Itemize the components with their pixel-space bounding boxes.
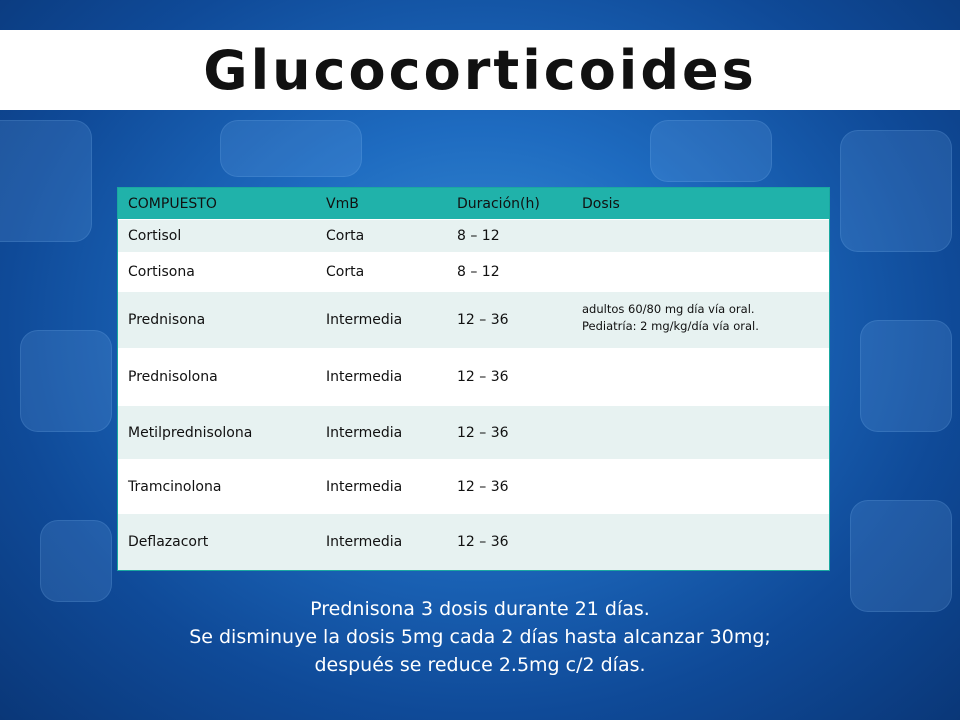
cell-vmb: Intermedia <box>326 534 403 550</box>
table-row <box>118 292 829 349</box>
background-square <box>220 120 362 177</box>
cell-compuesto: Tramcinolona <box>128 478 222 495</box>
cell-dosis <box>572 460 829 513</box>
background-square <box>40 520 112 602</box>
slide-title: Glucocorticoides <box>203 38 757 102</box>
background-square <box>0 120 92 242</box>
cell-duracion: 12 – 36 <box>457 534 509 550</box>
footer-line-2: Se disminuye la dosis 5mg cada 2 días hasta alcanzar 30mg; <box>189 626 771 648</box>
cell-duracion: 12 – 36 <box>457 312 509 328</box>
table-row <box>118 349 829 406</box>
header-compuesto: COMPUESTO <box>128 195 217 212</box>
footer-line-1: Prednisona 3 dosis durante 21 días. <box>310 598 650 620</box>
background-square <box>840 130 952 252</box>
table-row <box>118 253 829 292</box>
cell-vmb: Corta <box>326 264 365 280</box>
header-duracion: Duración(h) <box>457 195 540 212</box>
table-row <box>118 220 829 253</box>
dosis-adultos: adultos 60/80 mg día vía oral. <box>582 302 755 316</box>
cell-compuesto: Deflazacort <box>128 534 209 550</box>
cell-duracion: 8 – 12 <box>457 228 500 244</box>
cell-compuesto: Cortisona <box>128 264 195 280</box>
cell-compuesto: Prednisolona <box>128 369 218 385</box>
background-square <box>20 330 112 432</box>
background-square <box>860 320 952 432</box>
cell-dosis <box>572 514 829 570</box>
glucocorticoid-table <box>117 187 830 571</box>
table-row <box>118 514 829 570</box>
dosis-pediatria: Pediatría: 2 mg/kg/día vía oral. <box>582 319 759 333</box>
cell-compuesto: Cortisol <box>128 228 182 244</box>
cell-dosis <box>572 220 829 252</box>
cell-vmb: Corta <box>326 228 365 244</box>
cell-dosis <box>572 349 829 405</box>
cell-vmb: Intermedia <box>326 369 403 385</box>
table-row <box>118 460 829 514</box>
table-header-row <box>118 188 829 220</box>
cell-duracion: 12 – 36 <box>457 369 509 385</box>
cell-compuesto: Prednisona <box>128 312 206 328</box>
cell-vmb: Intermedia <box>326 478 403 495</box>
footer-line-3: después se reduce 2.5mg c/2 días. <box>314 654 646 676</box>
cell-dosis <box>572 406 829 459</box>
background-square <box>650 120 772 182</box>
cell-dosis <box>572 292 829 348</box>
cell-duracion: 12 – 36 <box>457 424 509 441</box>
cell-duracion: 8 – 12 <box>457 264 500 280</box>
cell-dosis <box>572 253 829 291</box>
title-bar <box>0 30 960 110</box>
cell-compuesto: Metilprednisolona <box>128 424 253 441</box>
header-vmb: VmB <box>326 195 359 212</box>
table-row <box>118 406 829 460</box>
footer-notes <box>0 595 960 679</box>
cell-vmb: Intermedia <box>326 312 403 328</box>
cell-duracion: 12 – 36 <box>457 478 509 495</box>
cell-vmb: Intermedia <box>326 424 403 441</box>
header-dosis: Dosis <box>582 195 620 212</box>
